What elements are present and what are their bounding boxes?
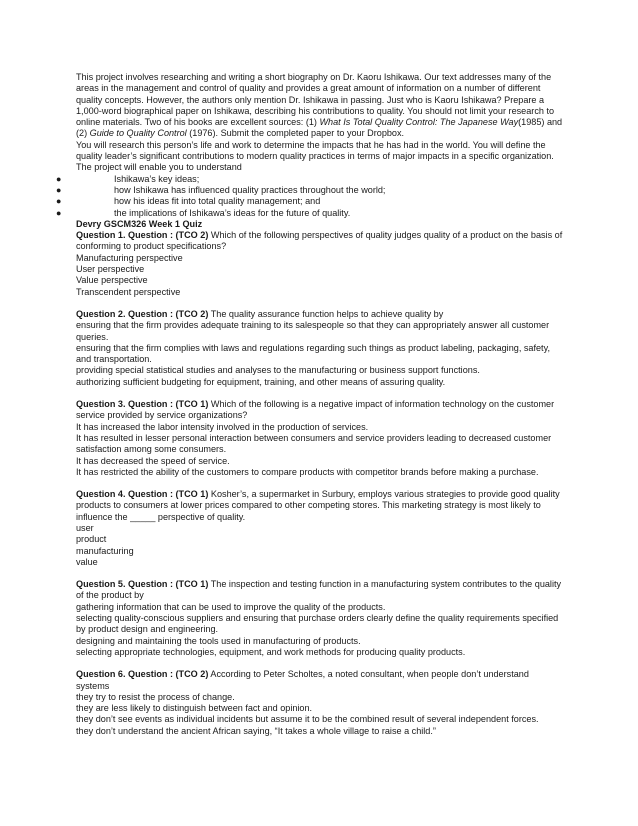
answer-option: they don’t see events as individual incidents but assume it to be the combined result of several independent forces.: [76, 714, 539, 725]
question-label: Question 1. Question : (TCO 2): [76, 230, 209, 241]
answer-option: ensuring that the firm complies with laws and regulations regarding such things as product labeling, packaging, safety, and transportation.: [76, 342, 550, 365]
answer-options: [76, 692, 564, 737]
objectives-list: [56, 173, 564, 219]
answer-option: selecting quality-conscious suppliers and ensuring that purchase orders clearly define the quality requirements specified by product design and engineering.: [76, 613, 559, 635]
intro-paragraph-research: You will research this person’s life and work to determine the impacts that he has had in the world. You will define the quality leader’s significant contributions to modern quality practices in terms of major impacts in a specific organization. The project will enable you to understand: [76, 139, 554, 173]
question-label: Question 4. Question : (TCO 1): [76, 489, 209, 500]
answer-option: value: [76, 556, 98, 567]
question-label: Question 3. Question : (TCO 1): [76, 399, 209, 410]
answer-option: user: [76, 522, 94, 533]
questions-list: [76, 230, 564, 737]
bullet-dot-icon: ●: [56, 196, 62, 207]
question-label: Question 6. Question : (TCO 2): [76, 669, 209, 680]
objective-item: [56, 207, 564, 219]
question-prompt: [76, 489, 564, 523]
quiz-title: Devry GSCM326 Week 1 Quiz: [76, 218, 203, 229]
answer-option: It has restricted the ability of the customers to compare products with competitor brands before making a purchase.: [76, 466, 539, 477]
question-label: Question 5. Question : (TCO 1): [76, 579, 209, 590]
answer-option: designing and maintaining the tools used in manufacturing of products.: [76, 635, 361, 646]
book-title-1: What Is Total Quality Control: The Japanese Way: [319, 117, 519, 128]
question-prompt: [76, 230, 564, 253]
answer-option: manufacturing: [76, 545, 134, 556]
question-block: [76, 669, 564, 737]
answer-options: [76, 253, 564, 298]
answer-option: product: [76, 534, 107, 545]
question-block: [76, 489, 564, 568]
question-text: Which of the following is a negative impact of information technology on the customer service provided by service organizations?: [76, 399, 555, 421]
objective-item: [56, 196, 564, 207]
answer-option: It has decreased the speed of service.: [76, 455, 230, 466]
answer-option: gathering information that can be used to improve the quality of the products.: [76, 601, 386, 612]
question-block: [76, 309, 564, 388]
objective-item: [56, 184, 564, 196]
question-block: [76, 399, 564, 478]
objective-text: how Ishikawa has influenced quality practices throughout the world;: [114, 184, 386, 195]
answer-option: It has resulted in lesser personal interaction between consumers and service providers leading to decreased customer satisfaction among some consumers.: [76, 432, 552, 455]
intro-paragraph-assignment: [76, 72, 564, 140]
question-prompt: [76, 309, 564, 320]
question-label: Question 2. Question : (TCO 2): [76, 308, 209, 319]
objective-text: how his ideas fit into total quality management; and: [114, 196, 321, 207]
document-body: [56, 72, 564, 737]
question-block: [76, 230, 564, 298]
answer-option: Manufacturing perspective: [76, 252, 183, 263]
answer-option: It has increased the labor intensity involved in the production of services.: [76, 421, 369, 432]
question-block: [76, 579, 564, 658]
question-text: According to Peter Scholtes, a noted consultant, when people don’t understand systems: [76, 669, 529, 691]
question-prompt: [76, 669, 564, 692]
intro-text-part-2: (1985) and (2): [76, 117, 563, 139]
bullet-dot-icon: ●: [56, 173, 62, 184]
answer-options: [76, 602, 564, 658]
question-text: Which of the following perspectives of quality judges quality of a product on the basis of conforming to product specifications?: [76, 230, 563, 252]
question-prompt: [76, 579, 564, 602]
answer-option: Value perspective: [76, 275, 148, 286]
answer-option: Transcendent perspective: [76, 286, 181, 297]
answer-option: they are less likely to distinguish between fact and opinion.: [76, 703, 313, 714]
question-text: Kosher’s, a supermarket in Surbury, employs various strategies to provide good quality products to consumers at lower prices compared to other competing stores. This marketing strategy is most likely to influence the _____ perspective of quality.: [76, 489, 560, 522]
objective-item: [56, 173, 564, 185]
answer-option: User perspective: [76, 264, 145, 275]
bullet-dot-icon: ●: [56, 207, 62, 218]
answer-option: providing special statistical studies and analyses to the manufacturing or business support functions.: [76, 365, 480, 376]
objective-text: Ishikawa’s key ideas;: [114, 173, 200, 184]
answer-options: [76, 320, 564, 388]
book-title-2: Guide to Quality Control: [89, 128, 187, 139]
question-prompt: [76, 399, 564, 422]
question-text: The inspection and testing function in a manufacturing system contributes to the quality of the product by: [76, 579, 562, 601]
question-text: The quality assurance function helps to achieve quality by: [208, 308, 444, 319]
answer-option: authorizing sufficient budgeting for equipment, training, and other means of assuring quality.: [76, 376, 446, 387]
answer-option: they try to resist the process of change.: [76, 691, 235, 702]
bullet-dot-icon: ●: [56, 184, 62, 195]
intro-text-part-1: This project involves researching and writing a short biography on Dr. Kaoru Ishikawa. Our text addresses many of the areas in the management and control of quality and provides a great amount of information on a number of different quality concepts. However, the authors only mention Dr. Ishikawa in passing. Just who is Kaoru Ishikawa? Prepare a 1,000-word biographical paper on Ishikawa, describing his contributions to quality. You should not limit your research to online materials. Two of his books are excellent sources: (1): [76, 72, 555, 128]
answer-option: they don’t understand the ancient African saying, “It takes a whole village to raise a child.”: [76, 725, 436, 736]
answer-option: selecting appropriate technologies, equipment, and work methods for producing quality products.: [76, 646, 466, 657]
objective-text: the implications of Ishikawa’s ideas for the future of quality.: [114, 207, 351, 218]
answer-options: [76, 422, 564, 478]
intro-text-part-3: (1976). Submit the completed paper to your Dropbox.: [186, 128, 405, 139]
answer-options: [76, 523, 564, 568]
answer-option: ensuring that the firm provides adequate training to its salespeople so that they can appropriately answer all customer queries.: [76, 320, 550, 342]
